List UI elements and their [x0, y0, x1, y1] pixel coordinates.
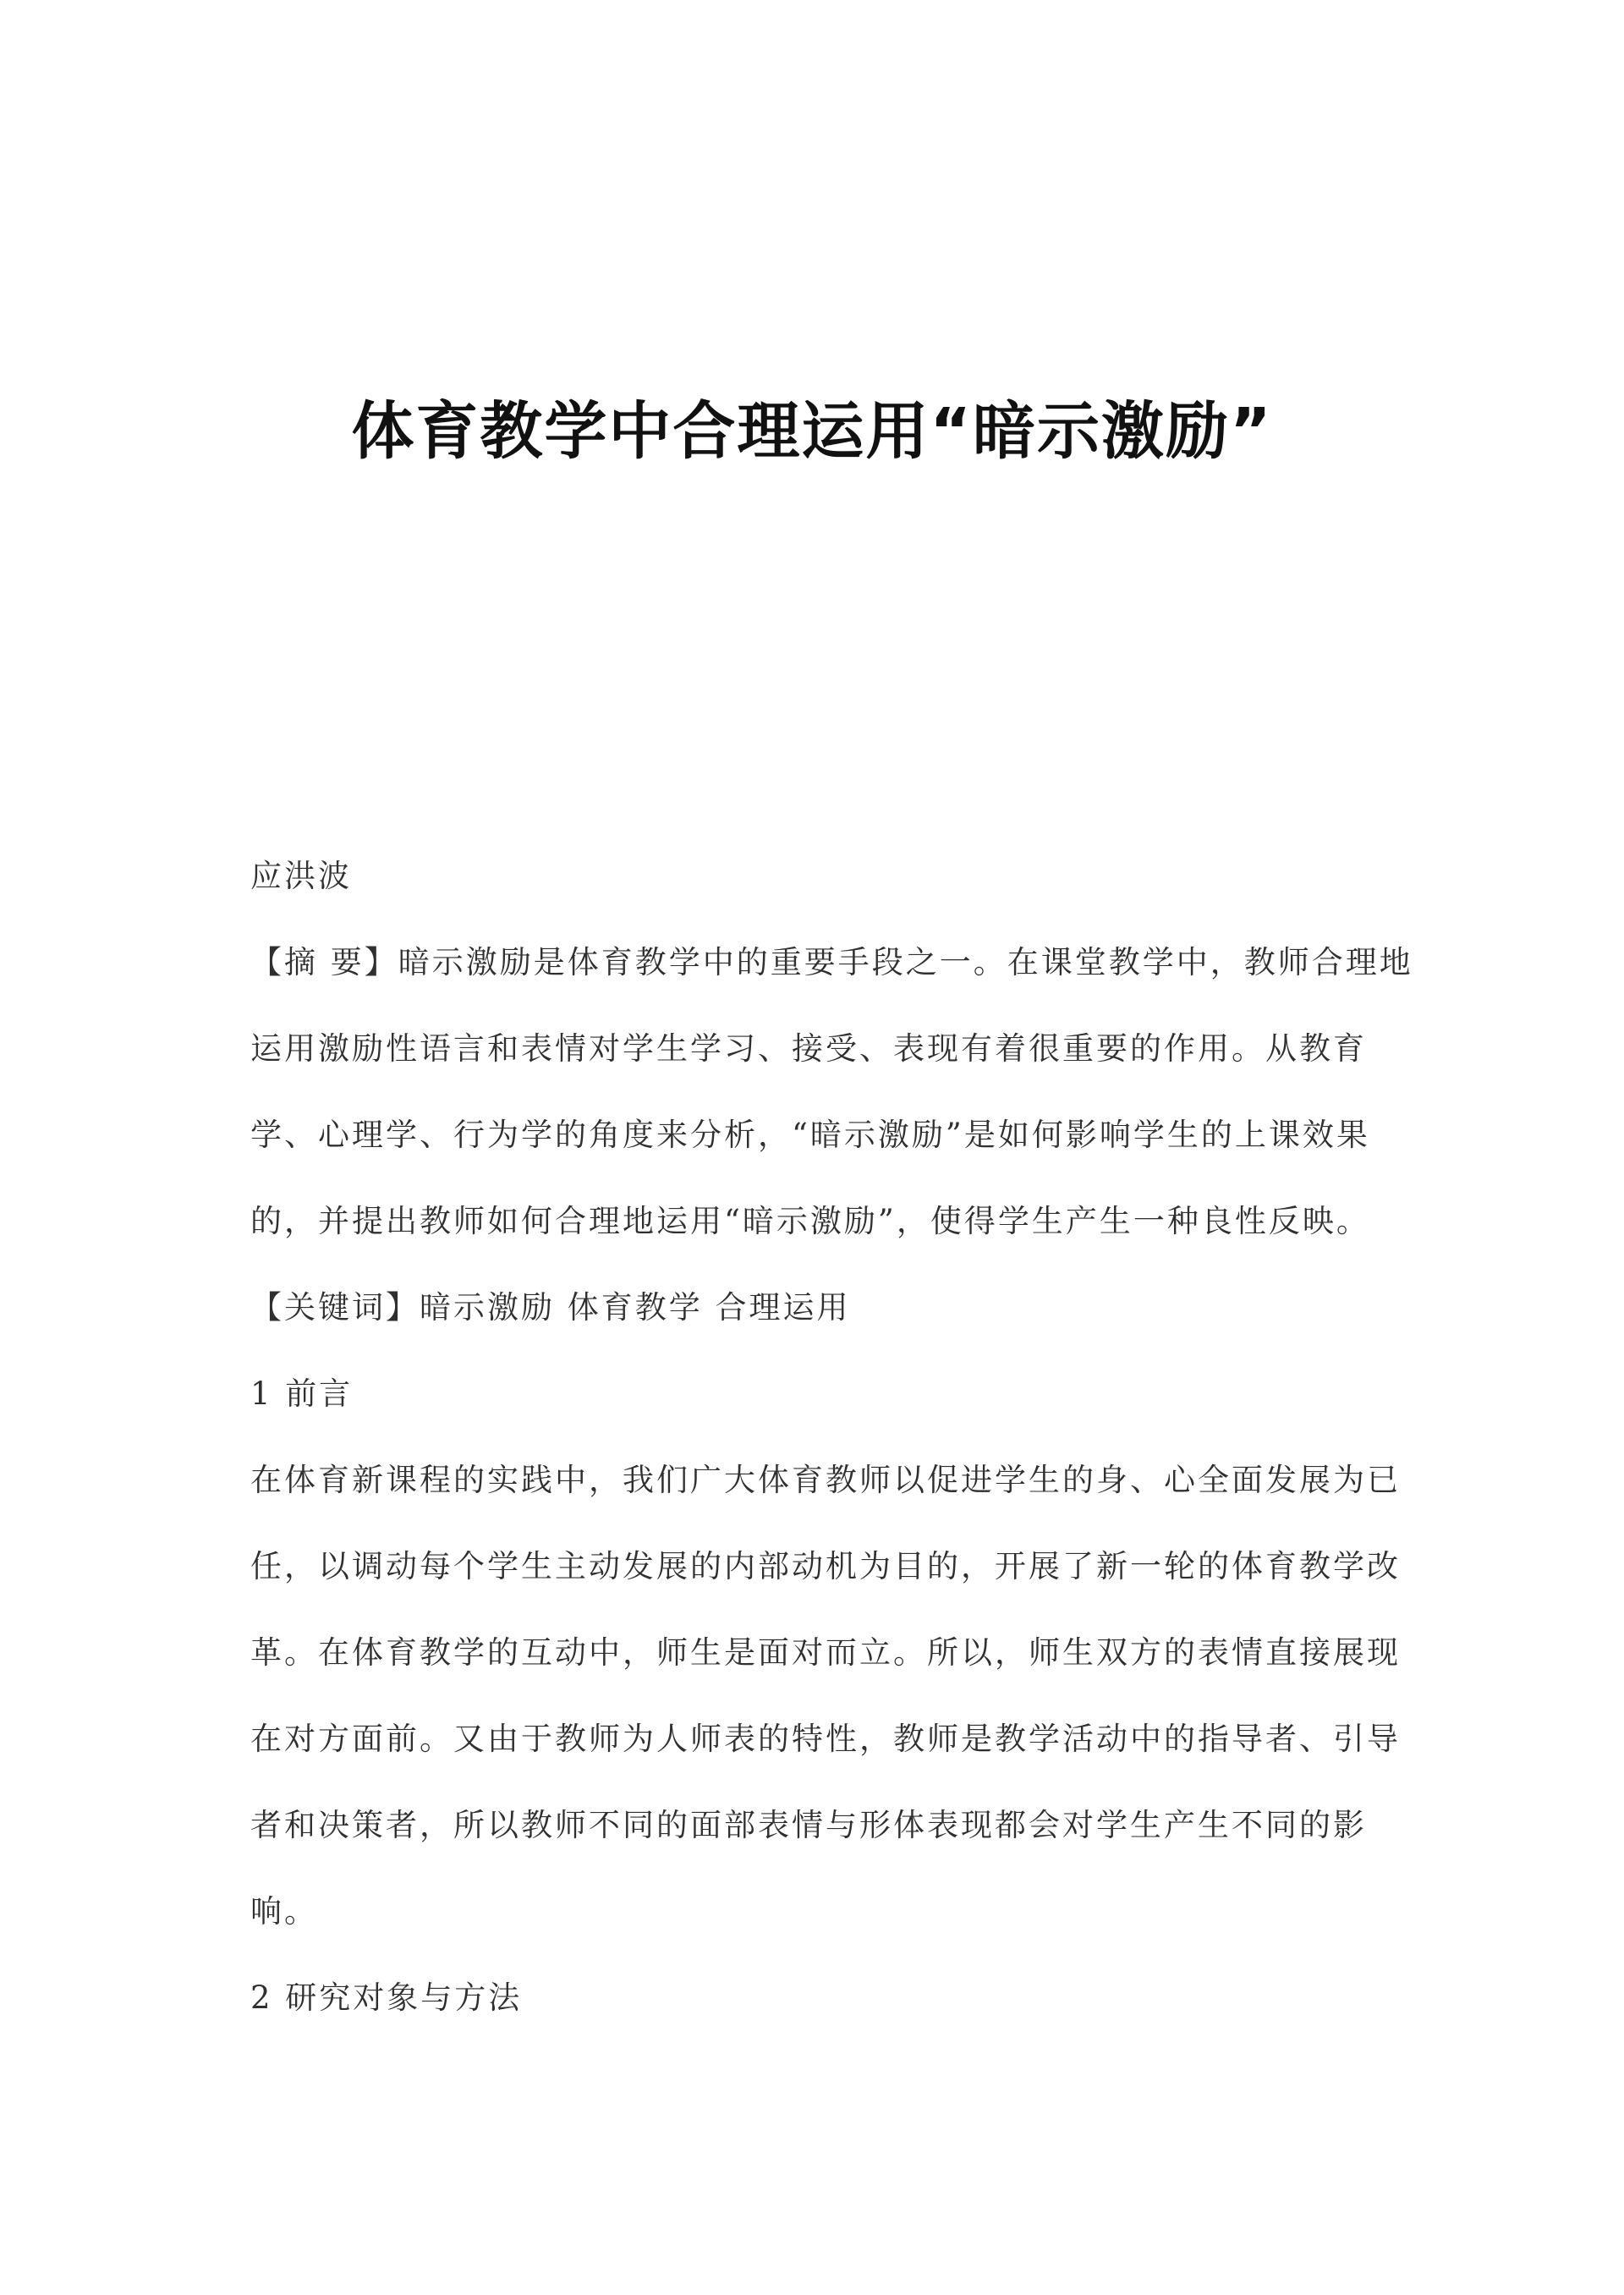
abstract-line-1: [250, 920, 1413, 1006]
abstract-text: 暗示激励是体育教学中的重要手段之一。在课堂教学中，教师合理地: [398, 944, 1413, 980]
section-1-line-3: 革。在体育教学的互动中，师生是面对而立。所以，师生双方的表情直接展现: [250, 1634, 1401, 1671]
section-2-heading: 2 研究对象与方法: [250, 1979, 523, 2016]
document-body: [250, 833, 1413, 2041]
section-1-line-2: 任，以调动每个学生主动发展的内部动机为目的，开展了新一轮的体育教学改: [250, 1548, 1401, 1584]
abstract-line-4: 的，并提出教师如何合理地运用“暗示激励”，使得学生产生一种良性反映。: [250, 1203, 1370, 1239]
abstract-label: 【摘 要】: [250, 944, 398, 980]
keywords-line: [250, 1265, 1392, 1351]
section-1-line-4: 在对方面前。又由于教师为人师表的特性，教师是教学活动中的指导者、引导: [250, 1721, 1401, 1757]
keywords-label: 【关键词】: [250, 1289, 420, 1326]
document-title: 体育教学中合理运用“暗示激励”: [351, 395, 1273, 468]
section-1-line-1: 在体育新课程的实践中，我们广大体育教师以促进学生的身、心全面发展为已: [250, 1462, 1401, 1498]
abstract-line-2: 运用激励性语言和表情对学生学习、接受、表现有着很重要的作用。从教育: [250, 1030, 1367, 1067]
section-1-line-6: 响。: [250, 1893, 318, 1930]
section-1-line-5: 者和决策者，所以教师不同的面部表情与形体表现都会对学生产生不同的影: [250, 1807, 1367, 1843]
keywords-text: 暗示激励 体育教学 合理运用: [420, 1289, 851, 1326]
section-1-heading: 1 前言: [250, 1375, 354, 1412]
author-name: 应洪波: [250, 858, 352, 894]
abstract-line-3: 学、心理学、行为学的角度来分析，“暗示激励”是如何影响学生的上课效果: [250, 1117, 1370, 1153]
